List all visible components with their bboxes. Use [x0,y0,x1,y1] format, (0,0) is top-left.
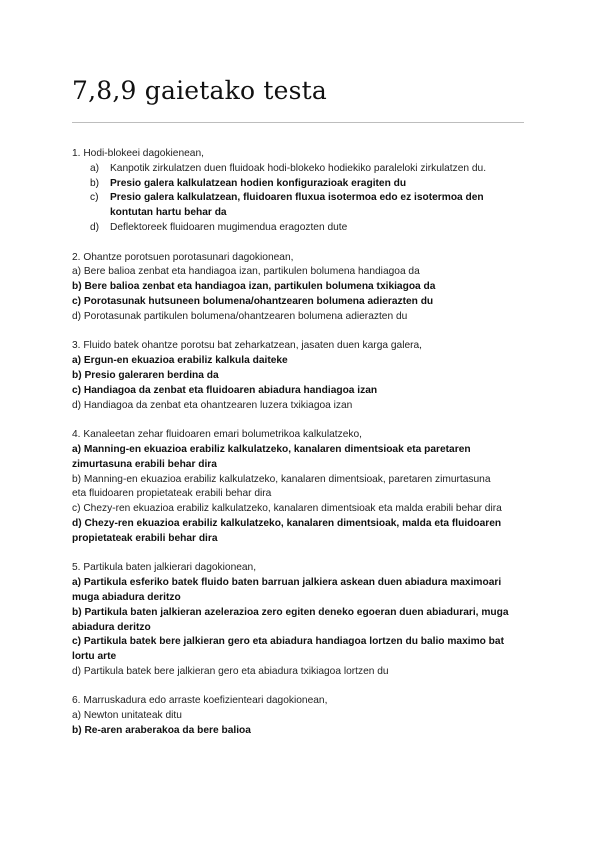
option-b: b) Bere balioa zenbat eta handiagoa izan, partikulen bolumena txikiagoa da [72,281,436,293]
question-5 [72,561,528,679]
option-a: a) Bere balioa zenbat eta handiagoa izan, partikulen bolumena handiagoa da [72,266,420,278]
option-c: c) Porotasunak hutsuneen bolumena/ohantzearen bolumena adierazten du [72,295,434,307]
option-d: d) Handiagoa da zenbat eta ohantzearen luzera txikiagoa izan [72,399,353,411]
question-2 [72,251,528,325]
option-c: c) Handiagoa da zenbat eta fluidoaren abiadura handiagoa izan [72,384,378,396]
option-text: Deflektoreek fluidoaren mugimendua eragozten dute [110,221,348,233]
option-text: Presio galera kalkulatzean hodien konfigurazioak eragiten du [110,177,407,189]
option-text: Kanpotik zirkulatzen duen fluidoak hodi-blokeko hodiekiko paraleloki zirkulatzen du. [110,162,487,174]
title-divider [72,122,524,123]
option-b: b) Presio galeraren berdina da [72,369,219,381]
option-text: Presio galera kalkulatzean, fluidoaren fluxua isotermoa edo ez isotermoa den kontutan hartu behar da [110,192,484,219]
page-title: 7,8,9 gaietako testa [72,76,327,105]
option-b-continuation: eta fluidoaren propietateak erabili behar dira [72,488,272,500]
question-4 [72,428,528,546]
question-stem: 1. Hodi-blokeei dagokienean, [72,148,204,159]
option-a: a) Partikula esferiko batek fluido baten barruan jalkiera askean duen abiadura maximoari muga abiadura deritzo [72,577,502,603]
option-a: a) Manning-en ekuazioa erabiliz kalkulatzeko, kanalaren dimentsioak eta paretaren zimurtasuna erabili behar dira [72,443,471,470]
option-a [72,162,528,177]
option-c: c) Chezy-ren ekuazioa erabiliz kalkulatzeko, kanalaren dimentsioak eta malda erabili behar dira [72,503,502,515]
question-6 [72,694,528,738]
option-b: b) Re-aren araberakoa da bere balioa [72,725,251,737]
option-d: d) Partikula batek bere jalkieran gero eta abiadura txikiagoa lortzen du [72,665,389,677]
option-marker: a) [90,162,100,174]
question-stem: 6. Marruskadura edo arraste koefizienteari dagokionean, [72,695,328,707]
option-d [72,221,528,236]
question-list [72,147,528,754]
option-b: b) Manning-en ekuazioa erabiliz kalkulatzeko, kanalaren dimentsioak, paretaren zimurtasuna [72,473,491,485]
option-b: b) Partikula baten jalkieran azelerazioa zero egiten deneko egoeran duen abiadurari, muga abiadura deritzo [72,606,509,633]
option-marker: d) [90,221,100,233]
option-c [72,191,528,221]
question-stem: 5. Partikula baten jalkierari dagokionean, [72,562,257,574]
option-d: d) Porotasunak partikulen bolumena/ohantzearen bolumena adierazten du [72,310,408,322]
option-a: a) Newton unitateak ditu [72,710,182,722]
option-c: c) Partikula batek bere jalkieran gero eta abiadura handiagoa lortzen du balio maximo bat lortu arte [72,636,504,663]
option-a: a) Ergun-en ekuazioa erabiliz kalkula daiteke [72,355,288,367]
question-stem: 4. Kanaleetan zehar fluidoaren emari bolumetrikoa kalkulatzeko, [72,429,362,441]
question-3 [72,339,528,413]
option-marker: b) [90,177,100,189]
option-marker: c) [90,192,99,204]
option-d: d) Chezy-ren ekuazioa erabiliz kalkulatzeko, kanalaren dimentsioak, malda eta fluidoaren propietateak erabili behar dira [72,517,502,544]
question-1 [72,147,528,236]
option-b [72,177,528,192]
question-stem: 2. Ohantze porotsuen porotasunari dagokionean, [72,251,294,263]
question-stem: 3. Fluido batek ohantze porotsu bat zeharkatzean, jasaten duen karga galera, [72,340,423,352]
